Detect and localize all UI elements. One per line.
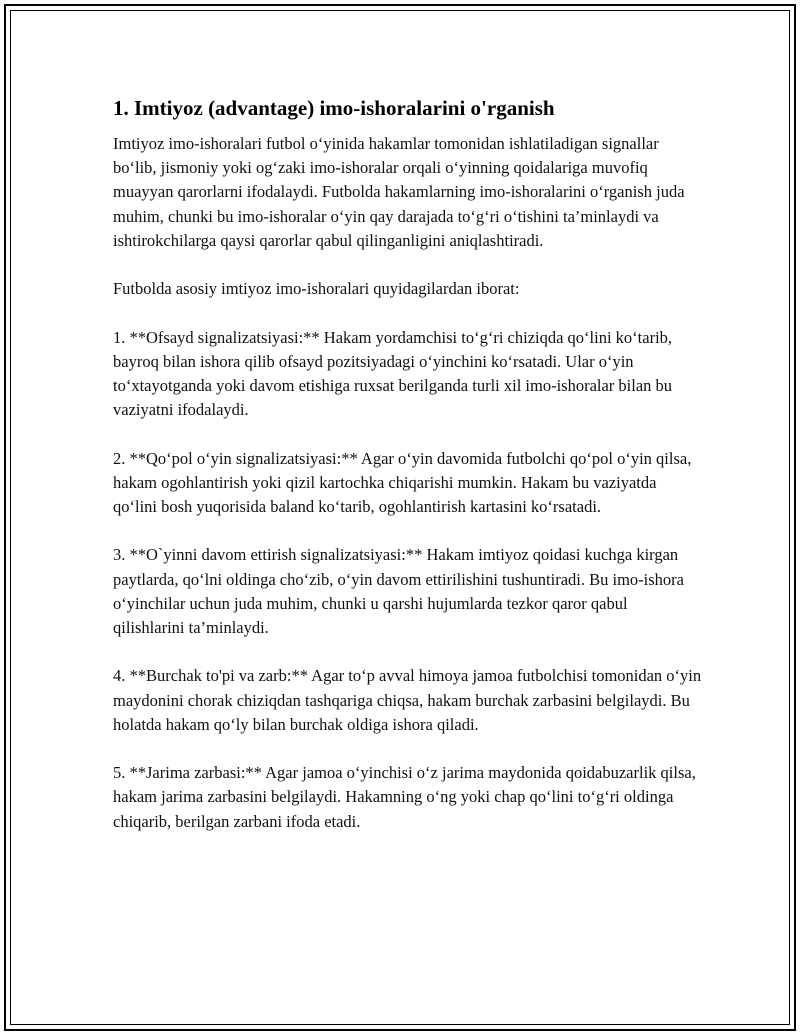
- item-penalty-kick-paragraph: 5. **Jarima zarbasi:** Agar jamoa o‘yinchisi o‘z jarima maydonida qoidabuzarlik qilsa, hakam jarima zarbasini belgilaydi. Hakamning o‘ng yoki chap qo‘lini to‘g‘ri oldinga chiqarib, berilgan zarbani ifoda etadi.: [113, 763, 696, 831]
- item-offside-paragraph: 1. **Ofsayd signalizatsiyasi:** Hakam yordamchisi to‘g‘ri chiziqda qo‘lini ko‘tarib, bayroq bilan ishora qilib ofsayd pozitsiyadagi o‘yinchini ko‘rsatadi. Ular o‘yin to‘xtayotganda yoki davom etishiga ruxsat berilganda turli xil imo-ishoralar bilan bu vaziyatni ifodalaydi.: [113, 327, 673, 420]
- item-foul-play-paragraph: 2. **Qo‘pol o‘yin signalizatsiyasi:** Agar o‘yin davomida futbolchi qo‘pol o‘yin qilsa, hakam ogohlantirish yoki qizil kartochka chiqarishi mumkin. Hakam bu vaziyatda qo‘lini bosh yuqorisida baland ko‘tarib, ogohlantirish kartasini ko‘rsatadi.: [113, 448, 692, 516]
- document-body: [113, 94, 703, 858]
- document-page: [4, 4, 796, 1031]
- list-intro-paragraph: Futbolda asosiy imtiyoz imo-ishoralari quyidagilardan iborat:: [113, 279, 520, 299]
- intro-paragraph: Imtiyoz imo-ishoralari futbol o‘yinida hakamlar tomonidan ishlatiladigan signallar bo‘lib, jismoniy yoki og‘zaki imo-ishoralar orqali o‘yinning qoidalariga muvofiq muayyan qarorlarni ifodalaydi. Futbolda hakamlarning imo-ishoralarini o‘rganish juda muhim, chunki bu imo-ishoralar o‘yin qay darajada to‘g‘ri o‘tishini ta’minlaydi va ishtirokchilarga qaysi qarorlar qabul qilinganligini aniqlashtiradi.: [113, 134, 685, 250]
- item-corner-kick-paragraph: 4. **Burchak to'pi va zarb:** Agar to‘p avval himoya jamoa futbolchisi tomonidan o‘yin maydonini chorak chiziqdan tashqariga chiqsa, hakam burchak zarbasini belgilaydi. Bu holatda hakam qo‘ly bilan burchak oldiga ishora qiladi.: [113, 666, 702, 734]
- section-heading: 1. Imtiyoz (advantage) imo-ishoralarini o'rganish: [113, 96, 555, 120]
- item-play-on-paragraph: 3. **O`yinni davom ettirish signalizatsiyasi:** Hakam imtiyoz qoidasi kuchga kirgan paytlarda, qo‘lni oldinga cho‘zib, o‘yin davom ettirilishini tushuntiradi. Bu imo-ishora o‘yinchilar uchun juda muhim, chunki u qarshi hujumlarda tezkor qaror qabul qilishlarini ta’minlaydi.: [113, 545, 684, 637]
